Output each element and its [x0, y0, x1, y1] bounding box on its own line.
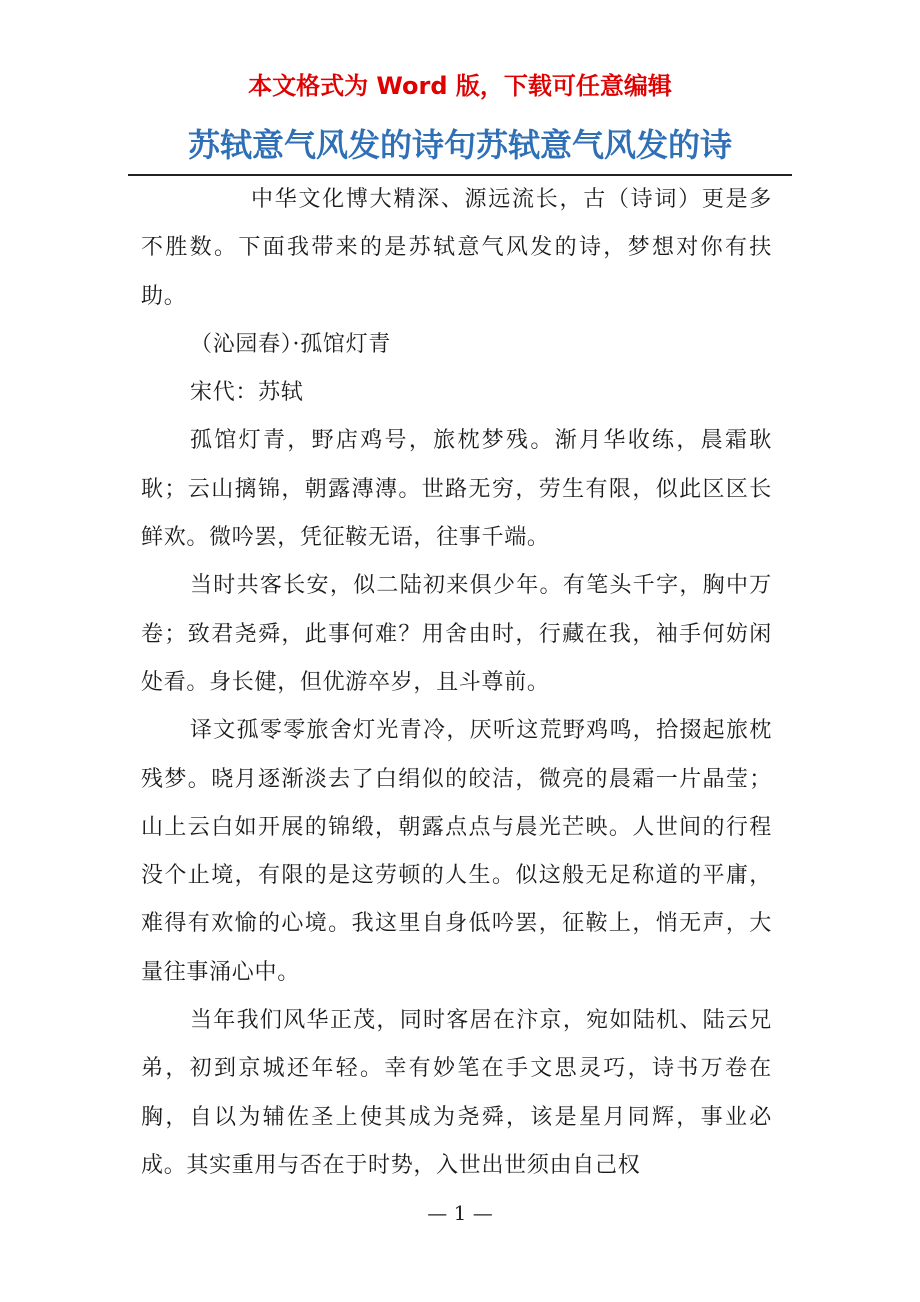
page-number: — 1 — — [427, 1201, 493, 1225]
document-body — [141, 176, 772, 1190]
format-notice: 本文格式为 Word 版，下载可任意编辑 — [248, 72, 672, 100]
poem-title: （沁园春）·孤馆灯青 — [190, 331, 391, 357]
document-title: 苏轼意气风发的诗句苏轼意气风发的诗 — [187, 126, 732, 164]
poem-author: 宋代：苏轼 — [190, 380, 304, 406]
translation-paragraph-2: 当年我们风华正茂，同时客居在汴京，宛如陆机、陆云兄弟，初到京城还年轻。幸有妙笔在手文思灵巧，诗书万卷在胸，自以为辅佐圣上使其成为尧舜，该是星月同辉，事业必成。其实重用与否在于时势，入世出世须由自己权 — [141, 1008, 772, 1178]
translation-paragraph-1: 译文孤零零旅舍灯光青冷，厌听这荒野鸡鸣，拾掇起旅枕残梦。晓月逐渐淡去了白绢似的皎洁，微亮的晨霜一片晶莹；山上云白如开展的锦缎，朝露点点与晨光芒映。人世间的行程没个止境，有限的是这劳顿的人生。似这般无足称道的平庸，难得有欢愉的心境。我这里自身低吟罢，征鞍上，悄无声，大量往事涌心中。 — [141, 718, 772, 985]
intro-paragraph: 中华文化博大精深、源远流长，古（诗词）更是多不胜数。下面我带来的是苏轼意气风发的诗，梦想对你有扶助。 — [141, 187, 772, 309]
poem-stanza-1: 孤馆灯青，野店鸡号，旅枕梦残。渐月华收练，晨霜耿耿；云山摛锦，朝露漙漙。世路无穷，劳生有限，似此区区长鲜欢。微吟罢，凭征鞍无语，往事千端。 — [141, 428, 772, 551]
poem-stanza-2: 当时共客长安，似二陆初来俱少年。有笔头千字，胸中万卷；致君尧舜，此事何难？用舍由时，行藏在我，袖手何妨闲处看。身长健，但优游卒岁，且斗尊前。 — [141, 573, 772, 695]
